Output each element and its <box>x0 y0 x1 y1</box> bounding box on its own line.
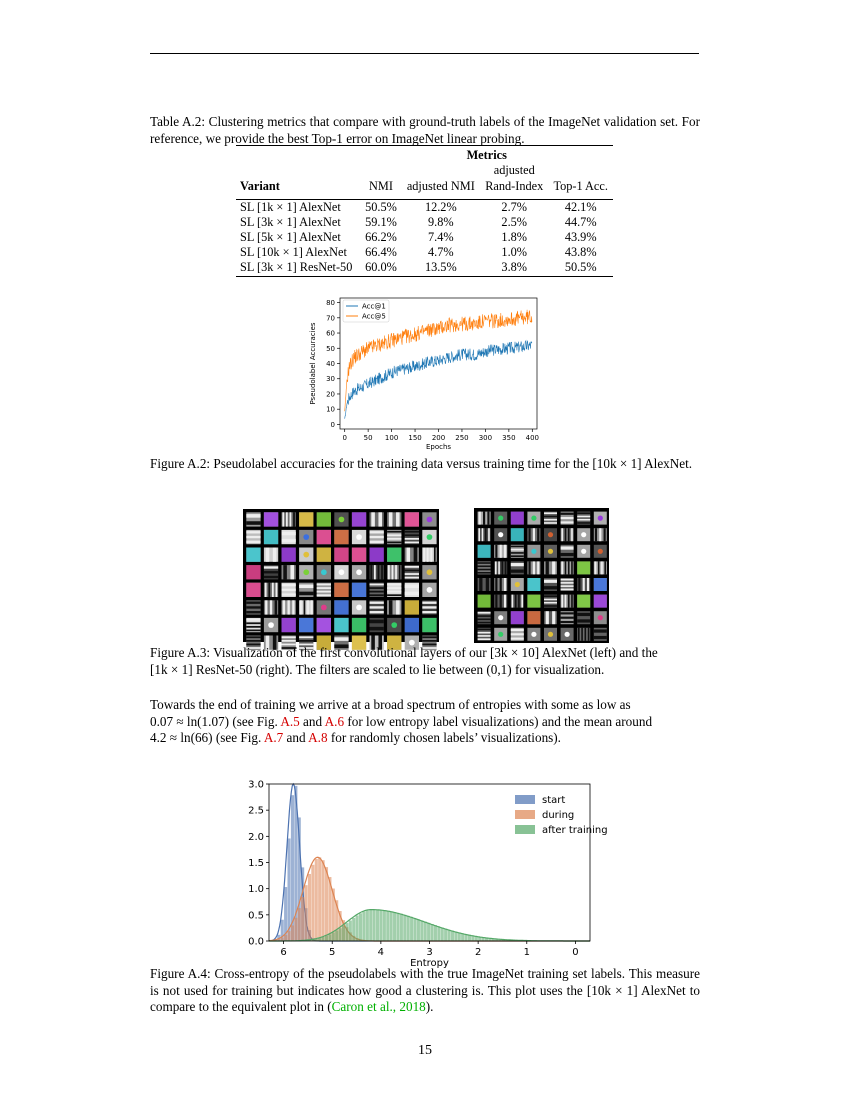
paragraph-text: for randomly chosen labels’ visualizations). <box>327 730 561 745</box>
paragraph-text: for low entropy label visualizations) and the mean around <box>344 713 653 729</box>
histogram-bar-after-training <box>379 910 382 941</box>
x-tick-label: 350 <box>502 434 516 442</box>
rand-index-header-bottom: Rand-Index <box>485 178 544 193</box>
y-tick-label: 1.0 <box>248 884 264 896</box>
filter-color-patch <box>352 583 366 597</box>
histogram-bar-after-training <box>339 928 342 941</box>
paragraph-text: and <box>299 713 325 729</box>
filter-color-patch <box>422 618 436 632</box>
histogram-bar-during <box>298 908 301 941</box>
filter-blob <box>581 549 586 554</box>
filter-blob <box>548 532 553 537</box>
y-tick-label: 10 <box>326 405 335 414</box>
x-axis-label: Epochs <box>425 443 452 451</box>
rand-index-cell: 2.5% <box>501 215 528 229</box>
figure-a4-caption-text: Figure A.4: Cross-entropy of the pseudolabels with the true ImageNet training set labels. This measure is not used for training but indicates how good a clustering is. This plot uses the [10k × 1] AlexNet to compare to the equivalent plot in ( <box>150 966 700 1014</box>
figure-a8-link[interactable]: A.8 <box>308 730 328 745</box>
nmi-cell: 66.2% <box>365 230 397 244</box>
nmi-cell: 50.5% <box>365 200 397 214</box>
y-tick-label: 40 <box>326 360 335 368</box>
variant-cell: SL [3k × 1] AlexNet <box>240 215 341 229</box>
y-tick-label: 2.0 <box>248 831 264 843</box>
filter-blob <box>356 605 362 611</box>
filter-color-patch <box>264 512 278 526</box>
x-tick-label: 50 <box>363 434 373 442</box>
figure-a7-link[interactable]: A.7 <box>263 730 284 745</box>
histogram-bar-during <box>322 860 325 941</box>
filter-color-patch <box>511 611 524 624</box>
y-tick-label: 70 <box>326 314 335 323</box>
figure-a6-link[interactable]: A.6 <box>324 713 345 729</box>
filter-color-patch <box>317 512 331 526</box>
histogram-bar-after-training <box>424 922 427 941</box>
y-tick-label: 0.5 <box>248 910 264 922</box>
filter-grid-image <box>243 509 440 653</box>
metrics-table <box>236 148 613 275</box>
metrics-group-header: Metrics <box>466 148 507 162</box>
histogram-bar-after-training <box>359 913 362 941</box>
histogram-bar-after-training <box>400 914 403 941</box>
legend-label: Acc@1 <box>362 302 386 311</box>
filter-blob <box>339 569 345 575</box>
adjusted-nmi-cell: 4.7% <box>428 245 454 259</box>
table-row <box>236 215 613 230</box>
y-tick-label: 20 <box>326 390 335 399</box>
filter-blob <box>427 534 433 540</box>
filter-color-patch <box>478 595 491 608</box>
x-tick-label: 1 <box>523 947 530 958</box>
page-number: 15 <box>418 1043 432 1058</box>
histogram-bar-after-training <box>362 912 365 941</box>
legend-swatch <box>515 810 535 819</box>
histogram-bar-during <box>305 885 308 941</box>
top1-cell: 44.7% <box>564 215 597 229</box>
paragraph-text: 0.07 ≈ ln(1.07) (see Fig. <box>150 713 281 729</box>
histogram-bar-after-training <box>356 915 359 941</box>
variant-cell: SL [5k × 1] AlexNet <box>240 230 341 244</box>
filter-blob <box>356 569 362 575</box>
x-tick-label: 4 <box>377 947 385 958</box>
histogram-bar-after-training <box>403 915 406 941</box>
legend-label: after training <box>542 825 608 836</box>
histogram-bar-after-training <box>444 929 447 941</box>
histogram-bar-during <box>291 925 294 941</box>
filter-color-patch <box>317 530 331 544</box>
caron-citation-link[interactable]: Caron et al., 2018 <box>331 999 426 1014</box>
filter-color-patch <box>405 512 419 526</box>
histogram-bar-during <box>325 867 328 941</box>
filter-blob <box>303 569 309 575</box>
filter-blob <box>598 549 603 554</box>
filter-color-patch <box>527 595 540 608</box>
histogram-bar-after-training <box>349 920 352 941</box>
filter-color-patch <box>405 618 419 632</box>
histogram-bar-after-training <box>345 923 348 941</box>
figure-a2-caption: Figure A.2: Pseudolabel accuracies for the training data versus training time for the [10k × 1] AlexNet. <box>150 456 693 471</box>
filter-blob <box>321 605 327 611</box>
adjusted-nmi-cell: 7.4% <box>428 230 454 244</box>
adjusted-nmi-header: adjusted NMI <box>406 178 475 193</box>
metrics-table-container <box>236 145 613 277</box>
histogram-bar-after-training <box>451 931 454 941</box>
histogram-bar-after-training <box>332 933 335 941</box>
filter-color-patch <box>370 548 384 562</box>
filter-blob <box>303 552 309 558</box>
histogram-bar-during <box>315 859 318 941</box>
histogram-bar-after-training <box>407 916 410 941</box>
y-tick-label: 80 <box>326 299 335 308</box>
figure-a5-link[interactable]: A.5 <box>280 713 300 729</box>
figure-a3-caption-line-1: Figure A.3: Visualization of the first convolutional layers of our [3k × 10] AlexNet (left) and the <box>150 645 658 660</box>
histogram-bar-after-training <box>441 928 444 941</box>
y-tick-label: 3.0 <box>248 779 264 791</box>
y-tick-label: 60 <box>326 329 335 338</box>
variant-cell: SL [10k × 1] AlexNet <box>240 245 347 259</box>
filter-grid-image <box>474 508 610 644</box>
rand-index-cell: 3.8% <box>501 260 528 274</box>
y-tick-label: 2.5 <box>248 805 264 817</box>
x-tick-label: 0 <box>342 434 347 442</box>
y-tick-label: 30 <box>326 375 335 384</box>
filter-color-patch <box>352 512 366 526</box>
x-tick-label: 150 <box>408 434 422 442</box>
legend-label: Acc@5 <box>362 312 386 321</box>
top1-cell: 50.5% <box>564 260 597 274</box>
paragraph-line-3 <box>150 730 700 747</box>
filter-color-patch <box>577 595 590 608</box>
filter-color-patch <box>352 548 366 562</box>
paragraph-line-1: Towards the end of training we arrive at a broad spectrum of entropies with some as low as <box>150 697 631 712</box>
histogram-bar-after-training <box>420 920 423 941</box>
filter-blob <box>427 517 433 523</box>
y-axis-label: Pseudolabel Accuracies <box>309 322 317 405</box>
x-tick-label: 200 <box>431 434 446 442</box>
adjusted-nmi-cell: 13.5% <box>424 260 457 274</box>
filter-blob <box>498 632 503 637</box>
filter-blob <box>321 569 327 575</box>
rand-index-header-top: adjusted <box>493 163 535 177</box>
filter-color-patch <box>334 530 348 544</box>
histogram-bar-after-training <box>458 933 461 941</box>
filter-blob <box>498 532 503 537</box>
filter-color-patch <box>577 561 590 574</box>
filter-color-patch <box>299 512 313 526</box>
filter-color-patch <box>405 600 419 614</box>
x-tick-label: 250 <box>455 434 469 442</box>
x-tick-label: 6 <box>280 947 287 958</box>
histogram-bar-after-training <box>427 923 430 941</box>
histogram-bar-during <box>311 865 314 941</box>
filter-color-patch <box>334 618 348 632</box>
body-paragraph <box>150 697 700 747</box>
top1-cell: 42.1% <box>564 200 597 214</box>
filter-color-patch <box>246 583 260 597</box>
variant-cell: SL [3k × 1] ResNet-50 <box>240 260 353 274</box>
x-tick-label: 5 <box>329 947 336 958</box>
histogram-bar-after-training <box>454 932 457 941</box>
variant-header: Variant <box>240 178 280 193</box>
legend-label: start <box>542 795 566 806</box>
histogram-bar-during <box>318 857 321 941</box>
histogram-bar-after-training <box>437 926 440 941</box>
legend-swatch <box>515 825 535 834</box>
variant-cell: SL [1k × 1] AlexNet <box>240 200 341 214</box>
filter-blob <box>515 582 520 587</box>
table-row <box>236 245 613 260</box>
filter-color-patch <box>246 565 260 579</box>
histogram-bar-after-training <box>393 912 396 941</box>
filter-color-patch <box>299 618 313 632</box>
entropy-distribution-chart <box>240 778 608 969</box>
filter-color-patch <box>334 548 348 562</box>
x-tick-label: 0 <box>572 947 579 958</box>
filter-color-patch <box>511 528 524 541</box>
filter-color-patch <box>334 583 348 597</box>
adjusted-nmi-cell: 9.8% <box>428 215 454 229</box>
histogram-bar-after-training <box>352 918 355 941</box>
histogram-bar-after-training <box>390 911 393 941</box>
y-tick-label: 0.0 <box>248 936 264 948</box>
header-rule <box>150 53 699 54</box>
x-axis-label: Entropy <box>410 958 449 969</box>
filter-blob <box>339 517 345 523</box>
histogram-bar-after-training <box>434 925 437 941</box>
histogram-bar-after-training <box>335 930 338 941</box>
filter-blob <box>356 534 362 540</box>
histogram-bar-after-training <box>376 910 379 941</box>
filter-color-patch <box>527 611 540 624</box>
filter-color-patch <box>594 595 607 608</box>
nmi-cell: 60.0% <box>365 260 397 274</box>
filter-blob <box>427 587 433 593</box>
filter-color-patch <box>511 512 524 525</box>
histogram-bar-after-training <box>342 926 345 941</box>
rand-index-cell: 2.7% <box>501 200 528 214</box>
histogram-bar-after-training <box>322 937 325 941</box>
histogram-bar-during <box>301 897 304 941</box>
figure-a3-caption-line-2: [1k × 1] ResNet-50 (right). The filters are scaled to lie between (0,1) for visualization. <box>150 661 605 677</box>
legend-swatch <box>515 795 535 804</box>
histogram-bar-after-training <box>413 918 416 941</box>
histogram-bar-after-training <box>410 917 413 941</box>
paragraph-text: and <box>283 730 309 745</box>
x-tick-label: 400 <box>525 434 539 442</box>
histogram-bar-after-training <box>430 924 433 941</box>
histogram-bar-after-training <box>383 910 386 941</box>
histogram-bar-during <box>308 874 311 941</box>
filter-color-patch <box>478 545 491 558</box>
x-tick-label: 100 <box>384 434 399 442</box>
filter-color-patch <box>594 578 607 591</box>
adjusted-nmi-cell: 12.2% <box>424 200 457 214</box>
figure-a4-caption <box>150 966 700 1016</box>
filter-color-patch <box>527 578 540 591</box>
rand-index-cell: 1.8% <box>501 230 528 244</box>
filter-color-patch <box>264 530 278 544</box>
histogram-bar-after-training <box>396 913 399 941</box>
histogram-bar-after-training <box>373 910 376 941</box>
filter-blob <box>498 615 503 620</box>
rand-index-cell: 1.0% <box>501 245 528 259</box>
filter-blob <box>581 532 586 537</box>
filter-blob <box>548 632 553 637</box>
histogram-bar-during <box>287 931 290 941</box>
y-tick-label: 1.5 <box>248 858 264 869</box>
figure-a4-caption-end: ). <box>425 999 434 1014</box>
alexnet-filter-visualization <box>243 509 439 642</box>
table-row <box>236 200 613 215</box>
filter-blob <box>598 516 603 521</box>
histogram-bar-after-training <box>417 919 420 941</box>
histogram-bar-during <box>284 935 287 941</box>
table-caption: Table A.2: Clustering metrics that compare with ground-truth labels of the ImageNet validation set. For reference, we provide the best Top-1 error on ImageNet linear probing. <box>150 114 700 146</box>
filter-blob <box>598 615 603 620</box>
filter-color-patch <box>282 618 296 632</box>
filter-blob <box>531 516 536 521</box>
nmi-cell: 66.4% <box>365 245 397 259</box>
filter-blob <box>548 549 553 554</box>
filter-color-patch <box>317 618 331 632</box>
table-row <box>236 230 613 245</box>
histogram-bar-after-training <box>447 930 450 941</box>
paragraph-line-2 <box>150 714 700 731</box>
filter-color-patch <box>352 618 366 632</box>
histogram-bar-after-training <box>369 910 372 941</box>
filter-blob <box>427 569 433 575</box>
legend-label: during <box>542 810 575 821</box>
filter-color-patch <box>317 548 331 562</box>
top1-cell: 43.9% <box>564 230 597 244</box>
filter-blob <box>498 516 503 521</box>
table-row <box>236 260 613 275</box>
filter-color-patch <box>334 600 348 614</box>
filter-color-patch <box>246 548 260 562</box>
pseudolabel-accuracy-chart <box>305 292 550 452</box>
filter-blob <box>531 632 536 637</box>
nmi-header: NMI <box>369 178 393 193</box>
nmi-cell: 59.1% <box>365 215 397 229</box>
filter-blob <box>391 622 397 628</box>
histogram-bar-after-training <box>386 911 389 941</box>
paragraph-text: 4.2 ≈ ln(66) (see Fig. <box>150 730 264 745</box>
filter-blob <box>303 534 309 540</box>
histogram-bar-after-training <box>325 936 328 941</box>
x-tick-label: 300 <box>478 434 493 442</box>
top1-cell: 43.8% <box>564 245 597 259</box>
resnet-filter-visualization <box>474 508 609 643</box>
x-tick-label: 3 <box>426 947 433 958</box>
y-tick-label: 50 <box>326 344 335 353</box>
figure-a3-caption <box>150 645 700 678</box>
top1-header: Top-1 Acc. <box>553 178 608 193</box>
filter-blob <box>565 632 570 637</box>
filter-color-patch <box>387 548 401 562</box>
filter-blob <box>268 622 274 628</box>
filter-color-patch <box>282 548 296 562</box>
x-tick-label: 2 <box>474 947 482 958</box>
histogram-bar-during <box>294 918 297 941</box>
y-tick-label: 0 <box>330 420 335 429</box>
series-line-acc1 <box>345 341 532 419</box>
filter-blob <box>531 549 536 554</box>
histogram-bar-after-training <box>328 934 331 941</box>
histogram-bar-after-training <box>366 910 369 941</box>
